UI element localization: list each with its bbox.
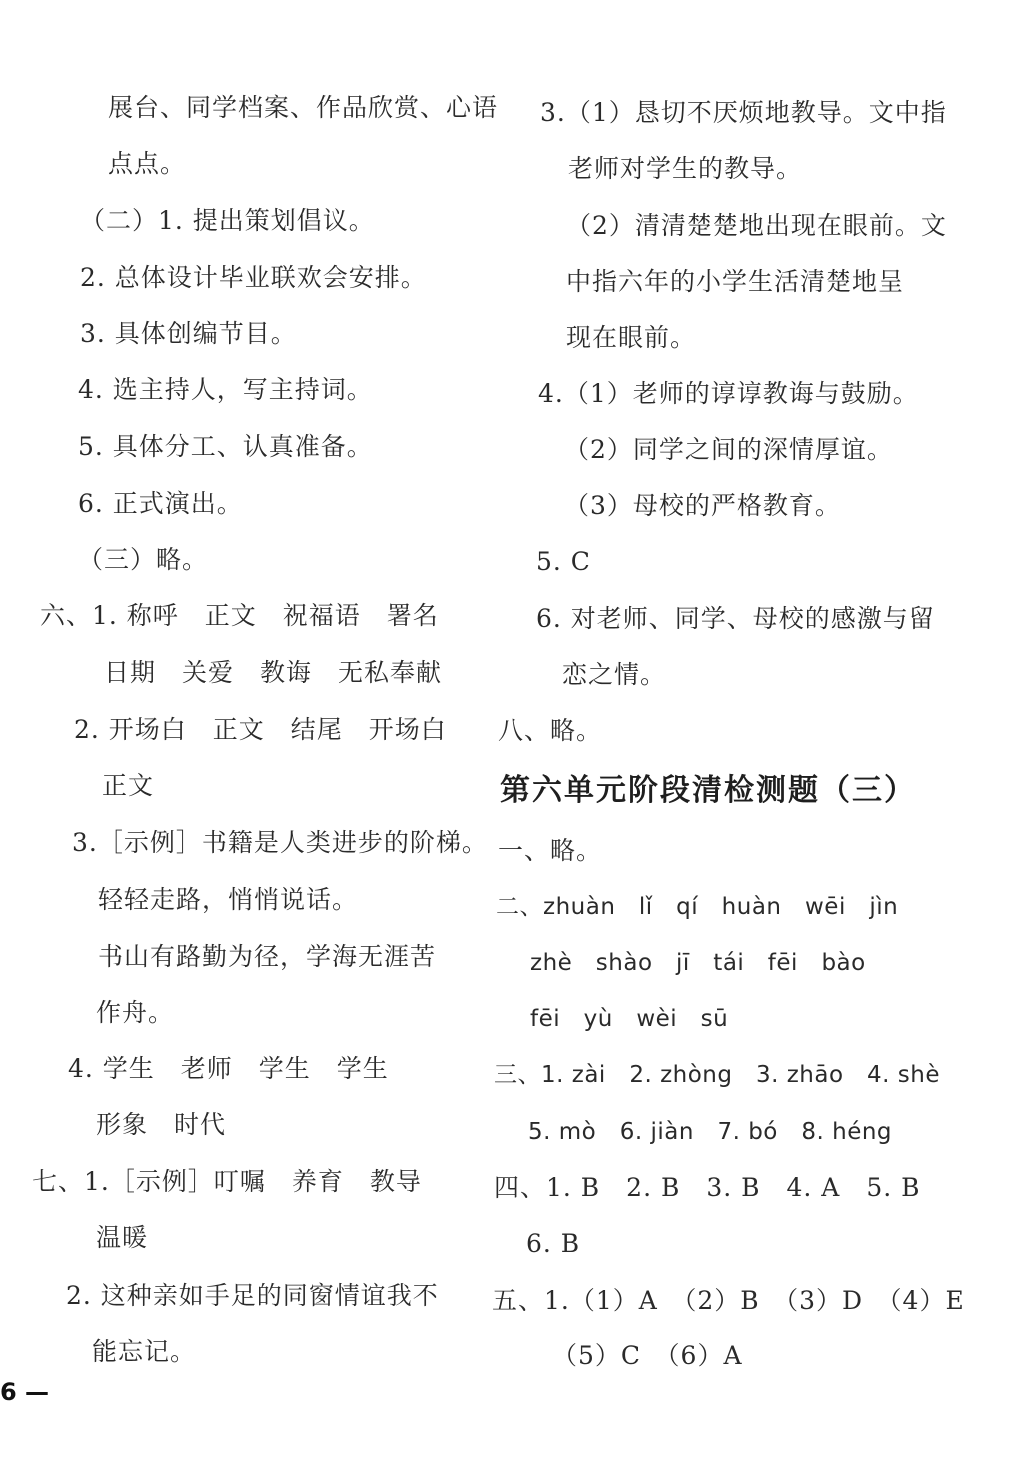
- text-line: 中指六年的小学生活清楚地呈: [566, 267, 905, 296]
- page-number: 6 —: [0, 1378, 50, 1406]
- text-line: 能忘记。: [92, 1337, 197, 1366]
- text-line: 2. 开场白 正文 结尾 开场白: [74, 715, 447, 744]
- text-line: 6. 正式演出。: [78, 489, 243, 518]
- text-line: 点点。: [108, 149, 187, 178]
- text-line: 现在眼前。: [566, 323, 697, 352]
- text-line: （三）略。: [78, 545, 209, 574]
- pinyin-line: fēi yù wèi sū: [530, 1006, 729, 1032]
- text-line: 正文: [102, 771, 155, 800]
- text-line: 3.（1）恳切不厌烦地教导。文中指: [540, 98, 947, 127]
- pinyin-line: zhè shào jī tái fēi bào: [530, 950, 866, 976]
- pinyin-line: 三、1. zài 2. zhòng 3. zhāo 4. shè: [494, 1062, 941, 1088]
- text-line: 3.［示例］书籍是人类进步的阶梯。: [72, 828, 488, 857]
- text-line: （2）同学之间的深情厚谊。: [564, 435, 893, 464]
- text-line: 4. 学生 老师 学生 学生: [68, 1054, 389, 1083]
- text-line: 3. 具体创编节目。: [80, 319, 297, 348]
- text-line: 四、1. B 2. B 3. B 4. A 5. B: [494, 1173, 921, 1202]
- text-line: 轻轻走路，悄悄说话。: [98, 885, 359, 914]
- text-line: 5. 具体分工、认真准备。: [78, 432, 373, 461]
- pinyin-line: 二、zhuàn lǐ qí huàn wēi jìn: [496, 894, 899, 920]
- text-line: 2. 总体设计毕业联欢会安排。: [80, 263, 427, 292]
- text-line: 2. 这种亲如手足的同窗情谊我不: [66, 1281, 439, 1310]
- text-line: 书山有路勤为径，学海无涯苦: [98, 942, 437, 971]
- text-line: 作舟。: [96, 998, 175, 1027]
- text-line: 七、1.［示例］叮嘱 养育 教导: [32, 1167, 422, 1196]
- text-line: （二）1. 提出策划倡议。: [80, 206, 375, 235]
- text-line: 5. C: [536, 547, 591, 576]
- text-line: 4.（1）老师的谆谆教诲与鼓励。: [538, 379, 919, 408]
- pinyin-line: 5. mò 6. jiàn 7. bó 8. héng: [528, 1119, 893, 1145]
- text-line: 6. 对老师、同学、母校的感激与留: [536, 604, 935, 633]
- text-line: 形象 时代: [96, 1110, 227, 1139]
- text-line: 4. 选主持人，写主持词。: [78, 375, 373, 404]
- text-line: （2）清清楚楚地出现在眼前。文: [566, 211, 947, 240]
- text-line: 日期 关爱 教诲 无私奉献: [104, 658, 443, 687]
- text-line: 六、1. 称呼 正文 祝福语 署名: [40, 601, 439, 630]
- text-line: 温暖: [96, 1223, 149, 1252]
- text-line: （5）C （6）A: [552, 1341, 743, 1370]
- text-line: 恋之情。: [562, 660, 667, 689]
- text-line: 展台、同学档案、作品欣赏、心语: [108, 93, 499, 122]
- text-line: 一、略。: [498, 836, 603, 865]
- text-line: 八、略。: [498, 716, 603, 745]
- section-title: 第六单元阶段清检测题（三）: [500, 773, 916, 808]
- text-line: 6. B: [526, 1229, 581, 1258]
- text-line: 五、1.（1）A （2）B （3）D （4）E: [492, 1286, 965, 1315]
- text-line: （3）母校的严格教育。: [564, 491, 841, 520]
- text-line: 老师对学生的教导。: [568, 154, 803, 183]
